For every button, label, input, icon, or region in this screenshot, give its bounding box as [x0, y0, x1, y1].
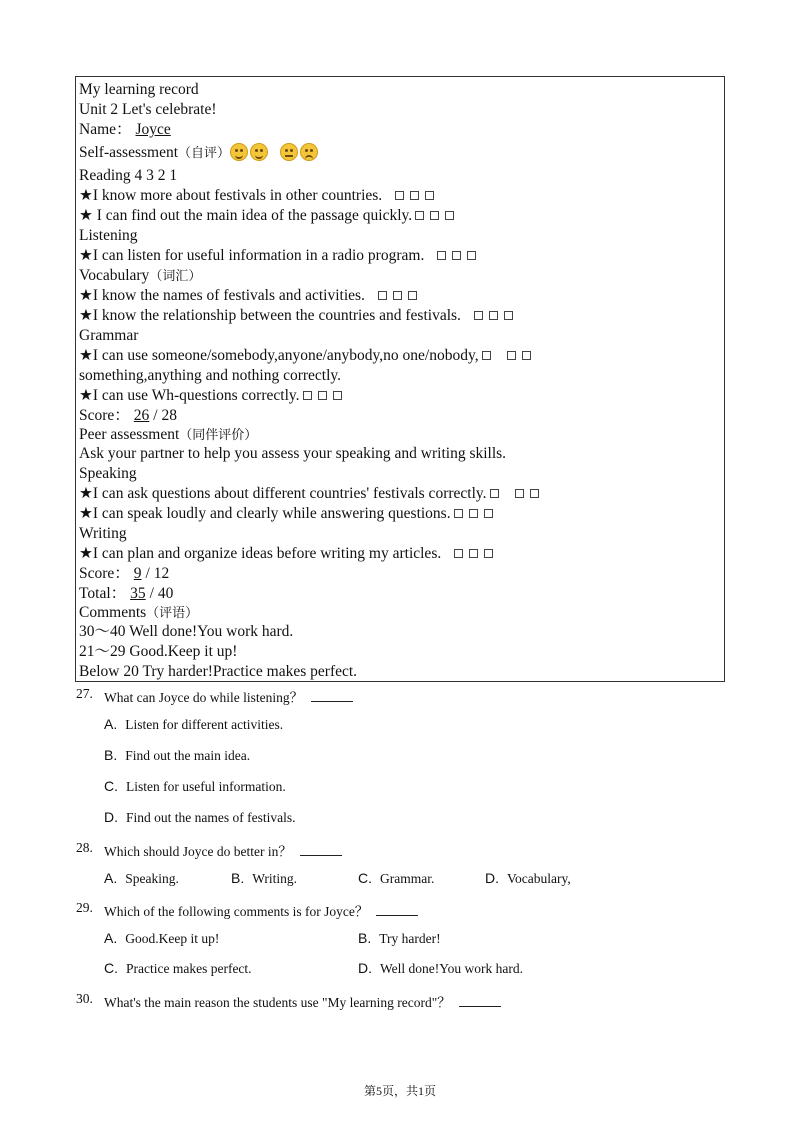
checkbox	[395, 191, 404, 200]
name-line	[79, 120, 720, 140]
comment-1: 30～40 Well done!You work hard.	[79, 623, 294, 640]
question-text	[104, 686, 353, 706]
question-30	[0, 991, 800, 1009]
score-label: Score：	[79, 565, 130, 582]
checkbox	[467, 251, 476, 260]
question-27-text: What can Joyce do while listening？	[104, 690, 304, 705]
peer-score-line	[79, 564, 720, 584]
option-27-d[interactable]	[104, 809, 295, 826]
option-text: Try harder!	[379, 931, 441, 946]
question-27	[0, 686, 800, 704]
total-label: Total：	[79, 585, 127, 602]
vocabulary-cn: （词汇）	[149, 268, 202, 283]
question-text	[104, 900, 418, 920]
answer-blank[interactable]	[376, 903, 418, 916]
peer-score-total: / 12	[145, 565, 170, 582]
grammar-item-2	[79, 386, 720, 406]
question-text	[104, 840, 342, 860]
checkbox	[507, 351, 516, 360]
neutral-face-icon	[280, 143, 298, 161]
option-text: Grammar.	[380, 871, 435, 886]
writing-heading: Writing	[79, 525, 127, 542]
option-text: Writing.	[252, 871, 298, 886]
peer-assessment-heading	[79, 426, 720, 444]
option-letter: D.	[485, 870, 499, 886]
speaking-item-2-text: ★I can speak loudly and clearly while answering questions.	[79, 505, 451, 522]
checkbox	[452, 251, 461, 260]
checkbox	[515, 489, 524, 498]
option-letter: C.	[104, 778, 118, 794]
option-29-c[interactable]	[104, 960, 252, 977]
option-letter: B.	[104, 747, 118, 763]
answer-blank[interactable]	[459, 994, 501, 1007]
comments-heading	[79, 604, 720, 622]
name-value: Joyce	[135, 121, 171, 138]
listening-heading: Listening	[79, 227, 138, 244]
checkbox	[445, 211, 454, 220]
question-28	[0, 840, 800, 858]
option-text: Practice makes perfect.	[126, 961, 252, 976]
reading-item-2	[79, 206, 720, 226]
option-text: Find out the names of festivals.	[126, 810, 296, 825]
option-text: Vocabulary,	[507, 871, 571, 886]
checkbox	[318, 391, 327, 400]
answer-blank[interactable]	[300, 843, 342, 856]
checkbox	[469, 509, 478, 518]
checkbox	[425, 191, 434, 200]
speaking-item-2	[79, 504, 720, 524]
grammar-item-2-text: ★I can use Wh-questions correctly.	[79, 387, 300, 404]
self-score-line	[79, 406, 720, 426]
score-label: Score：	[79, 407, 130, 424]
option-letter: D.	[358, 960, 372, 976]
vocabulary-item-1-text: ★I know the names of festivals and activities.	[79, 287, 365, 304]
option-text: Listen for useful information.	[126, 779, 286, 794]
option-letter: C.	[358, 870, 372, 886]
smiling-face-icon	[250, 143, 268, 161]
question-number: 30.	[76, 991, 93, 1006]
checkbox	[490, 489, 499, 498]
checkbox	[522, 351, 531, 360]
option-letter: D.	[104, 809, 118, 825]
self-assessment-label: Self-assessment	[79, 144, 179, 161]
question-number: 29.	[76, 900, 93, 915]
option-29-d[interactable]	[358, 960, 523, 977]
grammar-item-1-continued: something,anything and nothing correctly.	[79, 367, 342, 384]
sad-face-icon	[300, 143, 318, 161]
checkbox	[469, 549, 478, 558]
reading-scale: Reading 4 3 2 1	[79, 167, 178, 184]
checkbox	[437, 251, 446, 260]
checkbox	[303, 391, 312, 400]
grinning-face-icon	[230, 143, 248, 161]
speaking-heading: Speaking	[79, 465, 137, 482]
self-score-value: 26	[133, 407, 150, 424]
peer-assessment-cn: （同伴评价）	[179, 427, 258, 442]
question-number: 27.	[76, 686, 93, 701]
name-label: Name：	[79, 121, 132, 138]
option-27-c[interactable]	[104, 778, 286, 795]
question-28-text: Which should Joyce do better in？	[104, 844, 292, 859]
checkbox	[484, 549, 493, 558]
grammar-heading: Grammar	[79, 327, 139, 344]
checkbox	[484, 509, 493, 518]
checkbox	[410, 191, 419, 200]
option-letter: B.	[231, 870, 245, 886]
unit-title: Unit 2 Let's celebrate!	[79, 101, 217, 118]
option-28-c[interactable]	[358, 870, 434, 887]
total-max: / 40	[149, 585, 174, 602]
listening-item-1-text: ★I can listen for useful information in a radio program.	[79, 247, 425, 264]
vocabulary-item-2-text: ★I know the relationship between the countries and festivals.	[79, 307, 461, 324]
total-value: 35	[130, 585, 146, 602]
peer-instruction: Ask your partner to help you assess your speaking and writing skills.	[79, 445, 507, 462]
reading-item-1-text: ★I know more about festivals in other countries.	[79, 187, 383, 204]
option-letter: B.	[358, 930, 372, 946]
vocabulary-item-1	[79, 286, 720, 306]
peer-assessment-label: Peer assessment	[79, 426, 180, 443]
option-28-d[interactable]	[485, 870, 571, 887]
option-text: Listen for different activities.	[125, 717, 284, 732]
option-text: Good.Keep it up!	[125, 931, 220, 946]
learning-record-box	[75, 76, 725, 682]
reading-item-2-text: ★ I can find out the main idea of the passage quickly.	[79, 207, 413, 224]
page-footer: 第5页，共1页	[363, 1084, 436, 1098]
writing-item-1-text: ★I can plan and organize ideas before writing my articles.	[79, 545, 442, 562]
checkbox	[489, 311, 498, 320]
checkbox	[474, 311, 483, 320]
self-assessment-line	[79, 140, 720, 166]
option-letter: C.	[104, 960, 118, 976]
question-number: 28.	[76, 840, 93, 855]
grammar-item-1-text: ★I can use someone/somebody,anyone/anybody,no one/nobody,	[79, 347, 479, 364]
question-30-text: What's the main reason the students use "My learning record"？	[104, 995, 451, 1010]
checkbox	[430, 211, 439, 220]
option-27-a[interactable]	[104, 716, 283, 733]
writing-item-1	[79, 544, 720, 564]
question-29-text: Which of the following comments is for Joyce？	[104, 904, 369, 919]
answer-blank[interactable]	[311, 689, 353, 702]
grammar-item-1	[79, 346, 720, 366]
checkbox	[530, 489, 539, 498]
checkbox	[393, 291, 402, 300]
option-text: Well done!You work hard.	[380, 961, 524, 976]
checkbox	[504, 311, 513, 320]
speaking-item-1-text: ★I can ask questions about different countries' festivals correctly.	[79, 485, 487, 502]
vocabulary-item-2	[79, 306, 720, 326]
comments-cn: （评语）	[146, 605, 199, 620]
peer-score-value: 9	[133, 565, 142, 582]
self-assessment-cn: （自评）	[178, 145, 231, 160]
option-letter: A.	[104, 870, 118, 886]
comment-3: Below 20 Try harder!Practice makes perfect.	[79, 663, 358, 680]
option-letter: A.	[104, 716, 118, 732]
comments-label: Comments	[79, 604, 147, 621]
reading-item-1	[79, 186, 720, 206]
question-text	[104, 991, 501, 1011]
option-28-b[interactable]	[231, 870, 297, 887]
checkbox	[408, 291, 417, 300]
listening-item-1	[79, 246, 720, 266]
speaking-item-1	[79, 484, 720, 504]
comment-2: 21～29 Good.Keep it up!	[79, 643, 238, 660]
self-score-total: / 28	[153, 407, 177, 424]
option-text: Find out the main idea.	[125, 748, 251, 763]
total-line	[79, 584, 720, 604]
checkbox	[333, 391, 342, 400]
option-text: Speaking.	[125, 871, 179, 886]
checkbox	[415, 211, 424, 220]
option-29-a[interactable]	[104, 930, 219, 947]
record-title: My learning record	[79, 81, 199, 98]
checkbox	[378, 291, 387, 300]
checkbox	[454, 509, 463, 518]
vocabulary-label: Vocabulary	[79, 267, 150, 284]
checkbox	[454, 549, 463, 558]
option-28-a[interactable]	[104, 870, 179, 887]
question-29	[0, 900, 800, 918]
option-27-b[interactable]	[104, 747, 250, 764]
vocabulary-heading	[79, 266, 720, 286]
option-letter: A.	[104, 930, 118, 946]
option-29-b[interactable]	[358, 930, 441, 947]
checkbox	[482, 351, 491, 360]
